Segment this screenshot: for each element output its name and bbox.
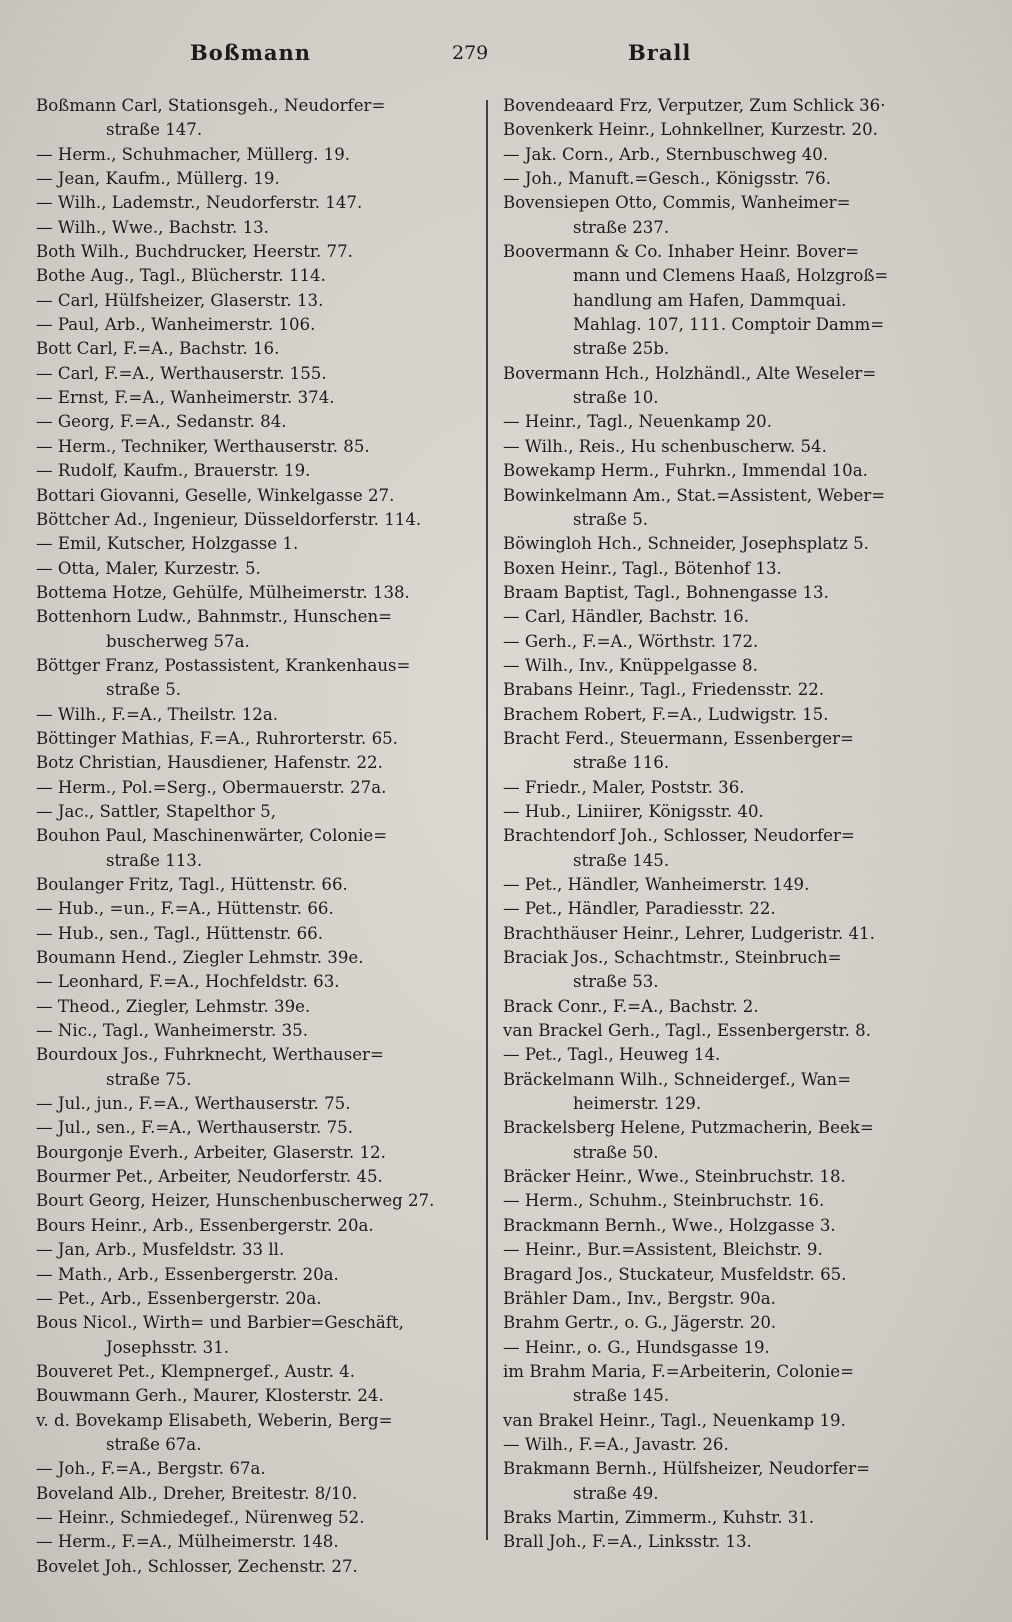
entry-continuation: straße 5. xyxy=(106,680,182,700)
directory-entry: Bovelet Joh., Schlosser, Zechenstr. 27. xyxy=(36,1556,358,1576)
directory-entry: Brall Joh., F.=A., Linksstr. 13. xyxy=(503,1532,752,1552)
directory-entry: — Herm., Schuhmacher, Müllerg. 19. xyxy=(36,144,351,164)
directory-entry: — Math., Arb., Essenbergerstr. 20a. xyxy=(36,1264,339,1284)
entry-continuation: Josephsstr. 31. xyxy=(106,1337,230,1357)
directory-entry: im Brahm Maria, F.=Arbeiterin, Colonie= xyxy=(503,1361,855,1381)
directory-entry: — Herm., Pol.=Serg., Obermauerstr. 27a. xyxy=(36,777,387,797)
directory-entry: — Hub., =un., F.=A., Hüttenstr. 66. xyxy=(36,899,334,919)
directory-entry: van Brackel Gerh., Tagl., Essenbergerstr. 8. xyxy=(503,1021,872,1041)
directory-entry: — Wilh., Reis., Hu schenbuscherw. 54. xyxy=(503,436,827,456)
directory-entry: Braam Baptist, Tagl., Bohnengasse 13. xyxy=(503,582,829,602)
directory-entry: — Gerh., F.=A., Wörthstr. 172. xyxy=(503,631,759,651)
directory-entry: Bouhon Paul, Maschinenwärter, Colonie= xyxy=(36,826,388,846)
directory-entry: — Herm., Techniker, Werthauserstr. 85. xyxy=(36,436,370,456)
directory-entry: Bovendeaard Frz, Verputzer, Zum Schlick 36· xyxy=(503,96,886,115)
directory-entry: — Carl, Hülfsheizer, Glaserstr. 13. xyxy=(36,290,324,310)
entry-continuation: straße 53. xyxy=(573,972,659,992)
directory-entry: — Theod., Ziegler, Lehmstr. 39e. xyxy=(36,996,311,1016)
directory-entry: — Pet., Händler, Wanheimerstr. 149. xyxy=(503,875,810,894)
directory-entry: Bott Carl, F.=A., Bachstr. 16. xyxy=(36,339,280,359)
directory-entry: — Wilh., Wwe., Bachstr. 13. xyxy=(36,217,269,237)
directory-entry: Both Wilh., Buchdrucker, Heerstr. 77. xyxy=(36,242,353,262)
directory-entry: Boulanger Fritz, Tagl., Hüttenstr. 66. xyxy=(36,875,348,894)
directory-entry: Bothe Aug., Tagl., Blücherstr. 114. xyxy=(36,266,326,286)
directory-entry: Bovenkerk Heinr., Lohnkellner, Kurzestr. 20. xyxy=(503,120,878,140)
directory-entry: Bouwmann Gerh., Maurer, Klosterstr. 24. xyxy=(36,1386,384,1406)
directory-entry: — Jac., Sattler, Stapelthor 5, xyxy=(36,801,276,821)
left-column xyxy=(36,94,483,1579)
directory-entry: Bours Heinr., Arb., Essenbergerstr. 20a. xyxy=(36,1215,374,1235)
directory-entry: Bourmer Pet., Arbeiter, Neudorferstr. 45. xyxy=(36,1167,383,1187)
directory-entry: Boovermann & Co. Inhaber Heinr. Bover= xyxy=(503,242,860,262)
directory-entry: Brakmann Bernh., Hülfsheizer, Neudorfer= xyxy=(503,1459,871,1479)
directory-entry: — Georg, F.=A., Sedanstr. 84. xyxy=(36,412,287,432)
directory-entry: — Emil, Kutscher, Holzgasse 1. xyxy=(36,534,299,554)
header-last-name: Brall xyxy=(628,40,692,65)
directory-entry: Bracht Ferd., Steuermann, Essenberger= xyxy=(503,728,854,748)
directory-entry: — Rudolf, Kaufm., Brauerstr. 19. xyxy=(36,461,311,481)
directory-entry: Brackmann Bernh., Wwe., Holzgasse 3. xyxy=(503,1215,836,1235)
directory-entry: — Herm., F.=A., Mülheimerstr. 148. xyxy=(36,1532,339,1552)
entry-continuation: straße 50. xyxy=(573,1142,659,1162)
directory-entry: Bourt Georg, Heizer, Hunschenbuscherweg 27. xyxy=(36,1191,435,1211)
entry-continuation: mann und Clemens Haaß, Holzgroß= xyxy=(573,266,889,286)
directory-entry: — Ernst, F.=A., Wanheimerstr. 374. xyxy=(36,388,335,408)
directory-entry: Bräckelmann Wilh., Schneidergef., Wan= xyxy=(503,1069,852,1089)
entry-continuation: straße 49. xyxy=(573,1483,659,1503)
directory-entry: — Pet., Händler, Paradiesstr. 22. xyxy=(503,899,776,919)
entry-continuation: straße 147. xyxy=(106,120,203,140)
directory-entry: v. d. Bovekamp Elisabeth, Weberin, Berg= xyxy=(36,1410,393,1430)
directory-entry: Brahm Gertr., o. G., Jägerstr. 20. xyxy=(503,1313,777,1333)
entry-continuation: straße 25b. xyxy=(573,339,670,359)
directory-entry: — Pet., Arb., Essenbergerstr. 20a. xyxy=(36,1288,322,1308)
entry-continuation: straße 75. xyxy=(106,1069,192,1089)
entry-continuation: buscherweg 57a. xyxy=(106,631,250,651)
directory-entry: Bous Nicol., Wirth= und Barbier=Geschäft, xyxy=(36,1313,404,1333)
directory-entry: Boßmann Carl, Stationsgeh., Neudorfer= xyxy=(36,96,386,115)
directory-entry: Bowekamp Herm., Fuhrkn., Immendal 10a. xyxy=(503,461,868,481)
entry-continuation: straße 10. xyxy=(573,388,659,408)
directory-entry: Bovensiepen Otto, Commis, Wanheimer= xyxy=(503,193,851,213)
entry-continuation: handlung am Hafen, Dammquai. xyxy=(573,290,847,310)
directory-entry: Bottenhorn Ludw., Bahnmstr., Hunschen= xyxy=(36,607,393,627)
directory-entry: Bovermann Hch., Holzhändl., Alte Weseler= xyxy=(503,363,877,383)
directory-entry: Bottema Hotze, Gehülfe, Mülheimerstr. 138. xyxy=(36,582,410,602)
directory-entry: Böttger Franz, Postassistent, Krankenhaus= xyxy=(36,655,411,675)
directory-entry: — Pet., Tagl., Heuweg 14. xyxy=(503,1045,721,1065)
directory-entry: — Nic., Tagl., Wanheimerstr. 35. xyxy=(36,1021,308,1041)
directory-entry: Brachem Robert, F.=A., Ludwigstr. 15. xyxy=(503,704,829,724)
directory-entry: — Wilh., F.=A., Theilstr. 12a. xyxy=(36,704,278,724)
directory-entry: Bowinkelmann Am., Stat.=Assistent, Weber= xyxy=(503,485,886,505)
directory-entry: — Hub., Liniirer, Königsstr. 40. xyxy=(503,801,764,821)
entry-continuation: heimerstr. 129. xyxy=(573,1094,702,1114)
directory-entry: Boxen Heinr., Tagl., Bötenhof 13. xyxy=(503,558,782,578)
entry-continuation: straße 145. xyxy=(573,850,670,870)
directory-entry: — Jul., jun., F.=A., Werthauserstr. 75. xyxy=(36,1094,351,1114)
directory-entry: Bouveret Pet., Klempnergef., Austr. 4. xyxy=(36,1361,355,1381)
directory-entry: Brachthäuser Heinr., Lehrer, Ludgeristr. 41. xyxy=(503,923,875,943)
entry-continuation: Mahlag. 107, 111. Comptoir Damm= xyxy=(573,315,885,335)
directory-entry: Brabans Heinr., Tagl., Friedensstr. 22. xyxy=(503,680,825,700)
directory-entry: Brackelsberg Helene, Putzmacherin, Beek= xyxy=(503,1118,874,1138)
page-number: 279 xyxy=(452,42,489,64)
directory-entry: — Joh., F.=A., Bergstr. 67a. xyxy=(36,1459,266,1479)
directory-entry: — Wilh., Inv., Knüppelgasse 8. xyxy=(503,655,758,675)
directory-entry: Brack Conr., F.=A., Bachstr. 2. xyxy=(503,996,759,1016)
directory-entry: — Heinr., Tagl., Neuenkamp 20. xyxy=(503,412,773,432)
directory-entry: — Jul., sen., F.=A., Werthauserstr. 75. xyxy=(36,1118,353,1138)
entry-continuation: straße 145. xyxy=(573,1386,670,1406)
directory-entry: — Wilh., F.=A., Javastr. 26. xyxy=(503,1434,729,1454)
directory-entry: Bourgonje Everh., Arbeiter, Glaserstr. 12. xyxy=(36,1142,386,1162)
directory-entry: Bragard Jos., Stuckateur, Musfeldstr. 65. xyxy=(503,1264,847,1284)
directory-entry: Brähler Dam., Inv., Bergstr. 90a. xyxy=(503,1288,776,1308)
directory-entry: Brachtendorf Joh., Schlosser, Neudorfer= xyxy=(503,826,855,846)
directory-entry: — Heinr., Schmiedegef., Nürenweg 52. xyxy=(36,1507,365,1527)
entry-continuation: straße 113. xyxy=(106,850,203,870)
page-header xyxy=(0,40,1012,76)
directory-entry: — Friedr., Maler, Poststr. 36. xyxy=(503,777,745,797)
directory-entry: Bottari Giovanni, Geselle, Winkelgasse 27. xyxy=(36,485,395,505)
directory-entry: Bourdoux Jos., Fuhrknecht, Werthauser= xyxy=(36,1045,384,1065)
directory-entry: — Heinr., o. G., Hundsgasse 19. xyxy=(503,1337,770,1357)
entry-continuation: straße 67a. xyxy=(106,1434,202,1454)
directory-entry: — Carl, F.=A., Werthauserstr. 155. xyxy=(36,363,327,383)
directory-entry: Boveland Alb., Dreher, Breitestr. 8/10. xyxy=(36,1483,358,1503)
directory-entry: — Carl, Händler, Bachstr. 16. xyxy=(503,607,750,627)
directory-entry: — Heinr., Bur.=Assistent, Bleichstr. 9. xyxy=(503,1240,823,1260)
directory-entry: Böttinger Mathias, F.=A., Ruhrorterstr. 65. xyxy=(36,728,398,748)
directory-entry: — Hub., sen., Tagl., Hüttenstr. 66. xyxy=(36,923,323,943)
directory-entry: van Brakel Heinr., Tagl., Neuenkamp 19. xyxy=(503,1410,846,1430)
directory-entry: Böwingloh Hch., Schneider, Josephsplatz 5. xyxy=(503,534,869,554)
entry-continuation: straße 5. xyxy=(573,509,649,529)
directory-entry: — Wilh., Lademstr., Neudorferstr. 147. xyxy=(36,193,363,213)
directory-entry: Boumann Hend., Ziegler Lehmstr. 39e. xyxy=(36,948,364,968)
directory-entry: Bräcker Heinr., Wwe., Steinbruchstr. 18. xyxy=(503,1167,846,1187)
entry-continuation: straße 237. xyxy=(573,217,670,237)
directory-entry: Braciak Jos., Schachtmstr., Steinbruch= xyxy=(503,948,842,968)
directory-entry: Böttcher Ad., Ingenieur, Düsseldorferstr. 114. xyxy=(36,509,422,529)
entry-continuation: straße 116. xyxy=(573,753,670,773)
header-first-name: Boßmann xyxy=(190,40,312,65)
directory-entry: — Otta, Maler, Kurzestr. 5. xyxy=(36,558,261,578)
directory-entry: — Paul, Arb., Wanheimerstr. 106. xyxy=(36,315,316,335)
directory-entry: — Jan, Arb., Musfeldstr. 33 ll. xyxy=(36,1240,285,1260)
column-divider xyxy=(486,100,488,1540)
directory-entry: — Jean, Kaufm., Müllerg. 19. xyxy=(36,169,280,189)
directory-entry: — Leonhard, F.=A., Hochfeldstr. 63. xyxy=(36,972,340,992)
right-column xyxy=(503,94,933,1555)
directory-entry: — Jak. Corn., Arb., Sternbuschweg 40. xyxy=(503,144,829,164)
directory-entry: — Joh., Manuft.=Gesch., Königsstr. 76. xyxy=(503,169,831,189)
directory-entry: Botz Christian, Hausdiener, Hafenstr. 22. xyxy=(36,753,383,773)
directory-entry: Braks Martin, Zimmerm., Kuhstr. 31. xyxy=(503,1507,815,1527)
directory-entry: — Herm., Schuhm., Steinbruchstr. 16. xyxy=(503,1191,825,1211)
